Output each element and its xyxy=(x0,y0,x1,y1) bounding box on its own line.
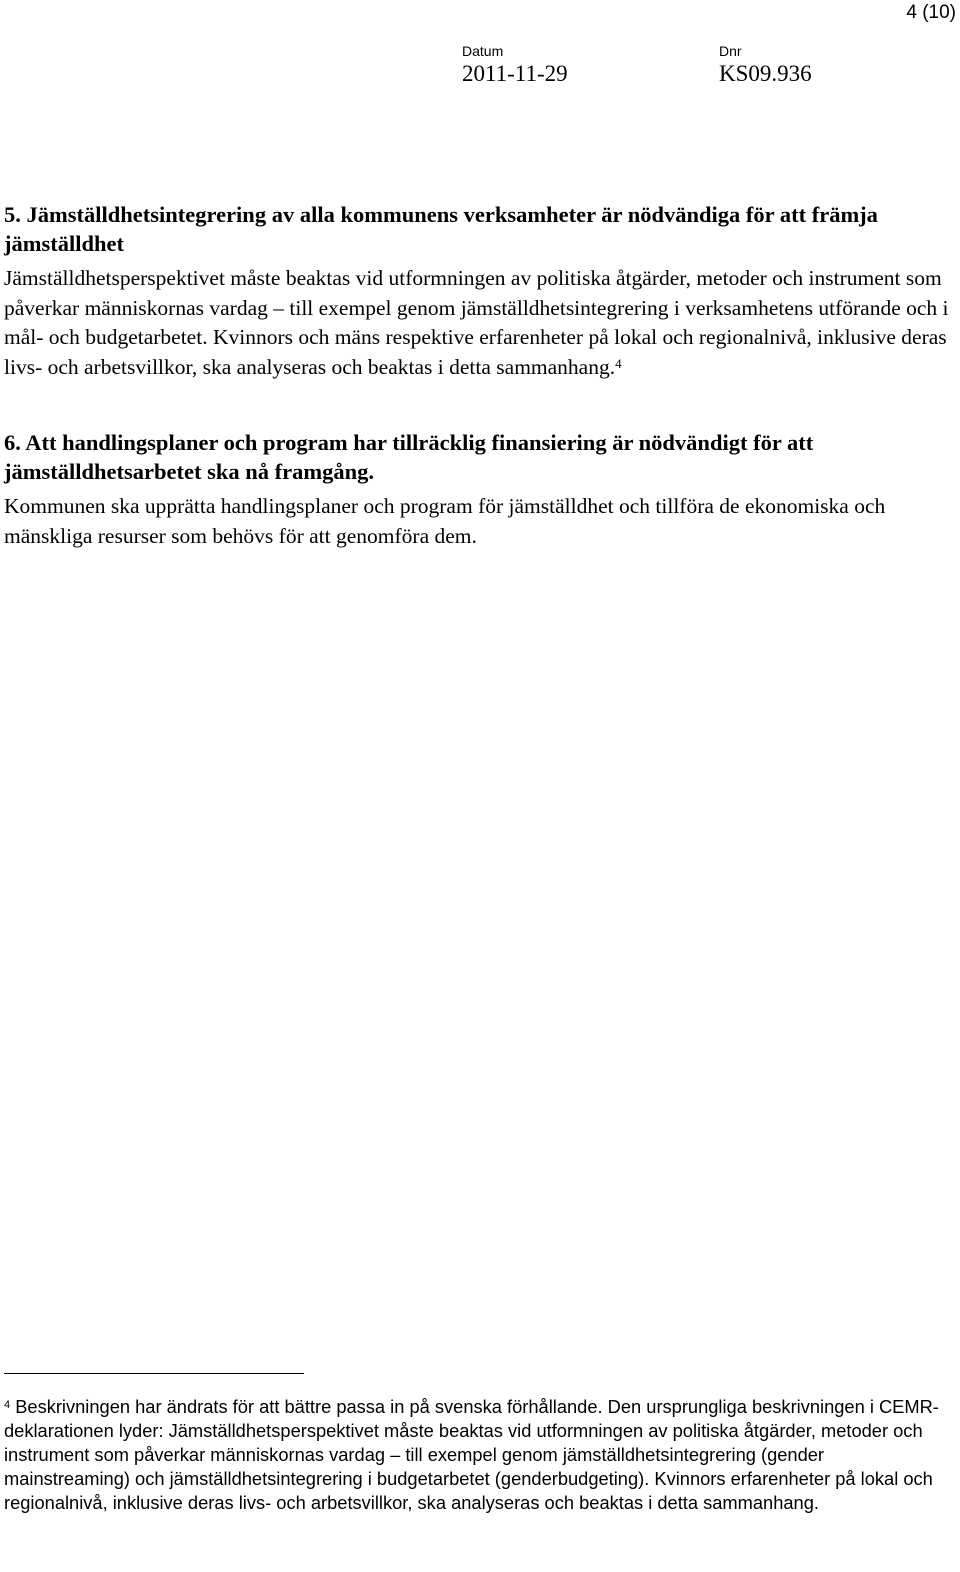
section-5-paragraph xyxy=(4,264,954,382)
dnr-block xyxy=(719,42,812,88)
section-6-heading: 6. Att handlingsplaner och program har tillräcklig finansiering är nödvändigt för att jämställdhetsarbetet ska nå framgång. xyxy=(4,430,814,484)
section-5-body: Jämställdhetsperspektivet måste beaktas vid utformningen av politiska åtgärder, metoder och instrument som påverkar människornas vardag – till exempel genom jämställdhetsintegrering i verksamhetens utförande och i mål- och budgetarbetet. Kvinnors och mäns respektive erfarenheter på lokal och regionalnivå, inklusive deras livs- och arbetsvillkor, ska analyseras och beaktas i detta sammanhang. xyxy=(4,266,949,379)
section-5 xyxy=(4,200,954,382)
dnr-label: Dnr xyxy=(719,43,742,59)
footnote-separator xyxy=(4,1373,304,1374)
date-block xyxy=(462,42,568,88)
document-body xyxy=(4,200,954,551)
footnote xyxy=(4,1395,954,1515)
footnote-reference[interactable]: 4 xyxy=(615,355,622,371)
footnote-text: Beskrivningen har ändrats för att bättre passa in på svenska förhållande. Den ursprungliga beskrivningen i CEMR-deklarationen lyder: Jämställdhetsperspektivet måste beaktas vid utformningen av politiska åtgärder, metoder och instrument som påverkar människornas vardag – till exempel genom jämställdhetsintegrering (gender mainstreaming) och jämställdhetsintegrering i budgetarbetet (genderbudgeting). Kvinnors erfarenheter på lokal och regionalnivå, inklusive deras livs- och arbetsvillkor, ska analyseras och beaktas i detta sammanhang. xyxy=(4,1396,939,1513)
date-value: 2011-11-29 xyxy=(462,61,568,86)
section-5-heading: 5. Jämställdhetsintegrering av alla kommunens verksamheter är nödvändiga för att främja jämställdhet xyxy=(4,202,878,256)
page-number: 4 (10) xyxy=(906,2,956,23)
dnr-value: KS09.936 xyxy=(719,61,812,86)
date-label: Datum xyxy=(462,43,504,59)
section-6 xyxy=(4,428,954,551)
section-6-body: Kommunen ska upprätta handlingsplaner och program för jämställdhet och tillföra de ekonomiska och mänskliga resurser som behövs för att genomföra dem. xyxy=(4,494,886,548)
footnote-marker: 4 xyxy=(4,1399,11,1411)
